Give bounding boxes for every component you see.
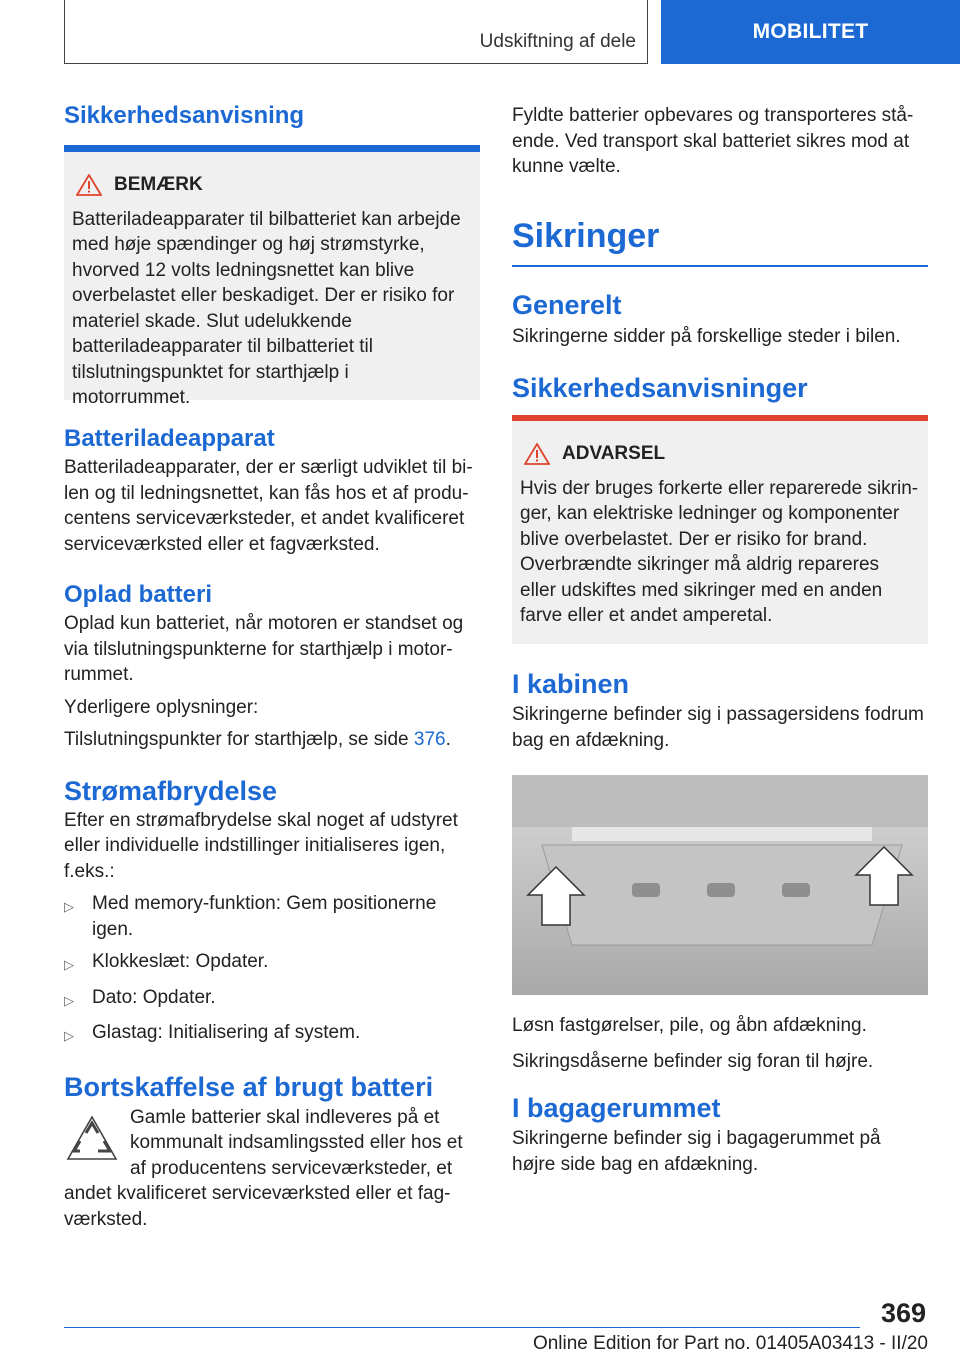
reference-line	[64, 727, 480, 753]
list-item	[64, 985, 480, 1014]
warning-box	[512, 421, 928, 644]
charger-text: Batteriladeapparater, der er særligt udviklet til bilen og til ledningsnettet, kan fås hos et af producentens serviceværksteder, et andet kvalificeret serviceværksted eller et fagværksted.	[64, 457, 473, 555]
charge-text: Oplad kun batteriet, når motoren er standset og via tilslutningspunkterne for starthjælp i motorrummet.	[64, 613, 464, 685]
heading-rule	[64, 145, 480, 152]
list-item	[64, 1020, 480, 1049]
footer-rule	[64, 1327, 860, 1328]
edition-footer: Online Edition for Part no. 01405A03413 - II/20	[532, 1333, 928, 1354]
storage-text: Fyldte batterier opbevares og transporteres stående. Ved transport skal batteriet sikres mod at kunne vælte.	[512, 105, 914, 177]
bullet-text: Dato: Opdater.	[92, 986, 216, 1008]
page-number: 369	[880, 1298, 926, 1328]
list-item	[64, 949, 480, 978]
note-title	[76, 172, 472, 198]
disposal-block	[64, 1105, 480, 1182]
charge-heading: Oplad batteri	[64, 581, 213, 608]
charger-heading: Batteriladeapparat	[64, 425, 275, 452]
warning-title	[524, 441, 920, 467]
disposal-text-bottom: andet kvalificeret serviceværksted eller et fagværksted.	[64, 1183, 451, 1230]
more-info-text: Yderligere oplysninger:	[64, 696, 259, 718]
bullet-triangle-icon: ▷	[64, 992, 74, 1008]
left-column	[64, 101, 480, 1232]
safety-heading: Sikkerhedsanvisning	[64, 102, 305, 129]
bullet-triangle-icon: ▷	[64, 1028, 74, 1043]
fuses-heading: Sikringer	[512, 216, 660, 255]
reference-text: Tilslutningspunkter for starthjælp, se side	[64, 729, 414, 750]
warning-triangle-icon	[524, 443, 550, 465]
recycling-icon	[64, 1113, 120, 1169]
trunk-text: Sikringerne befinder sig i bagagerummet på højre side bag en afdækning.	[512, 1128, 881, 1175]
bullet-text: Med memory-funktion: Gem positionerne igen.	[92, 893, 437, 940]
safety-heading: Sikkerhedsanvisninger	[512, 373, 808, 403]
right-column	[512, 103, 928, 1177]
bullet-triangle-icon: ▷	[64, 957, 74, 972]
note-label: BEMÆRK	[114, 174, 203, 195]
note-box	[64, 152, 480, 408]
cabin-text: Sikringerne befinder sig i passagersidens fodrum bag en afdækning.	[512, 704, 924, 751]
bullet-text: Klokkeslæt: Opdater.	[92, 951, 269, 972]
warning-label: ADVARSEL	[562, 443, 666, 464]
general-heading: Generelt	[512, 289, 622, 320]
note-text: Batteriladeapparater til bilbatteriet kan arbejde med høje spændinger og høj strømstyrke, hvorved 12 volts ledningsnettet kan blive overbelastet eller beskadiget. Der er risiko for materiel skade. Slut udelukkende batteriladeapparater til bilbatteriet til tilslutningspunktet for starthjælp i motorrummet.	[72, 208, 461, 408]
heading-rule	[512, 265, 928, 267]
trunk-heading: I bagagerummet	[512, 1093, 721, 1123]
outage-heading: Strømafbrydelse	[64, 775, 278, 806]
fuse-location-text: Sikringsdåserne befinder sig foran til højre.	[512, 1050, 874, 1072]
bullet-text: Glastag: Initialisering af system.	[92, 1022, 361, 1043]
section-title: Udskiftning af dele	[479, 31, 636, 52]
warning-text: Hvis der bruges forkerte eller reparerede sikringer, kan elektriske ledninger og komponenter blive overbelastet. Der er risiko for brand. Overbrændte sikringer må aldrig repareres eller udskiftes med sikringer med en anden farve eller et andet amperetal.	[520, 477, 919, 626]
fuse-cover-illustration	[512, 775, 928, 995]
general-text: Sikringerne sidder på forskellige steder i bilen.	[512, 325, 901, 347]
chapter-tab[interactable]: MOBILITET	[661, 0, 960, 64]
warning-triangle-icon	[76, 174, 102, 196]
page-link[interactable]: 376	[413, 729, 446, 750]
disposal-heading: Bortskaffelse af brugt batteri	[64, 1071, 434, 1102]
photo-caption: Løsn fastgørelser, pile, og åbn afdækning.	[512, 1015, 867, 1036]
disposal-text-top: Gamle batterier skal indleveres på et kommunalt indsamlingssted eller hos et af producentens serviceværksteder, et	[130, 1106, 463, 1179]
reference-end: .	[445, 729, 451, 750]
cabin-heading: I kabinen	[512, 669, 630, 699]
list-item	[64, 891, 480, 942]
outage-text: Efter en strømafbrydelse skal noget af udstyret eller individuelle indstillinger initialiseres igen, f.eks.:	[64, 809, 458, 882]
bullet-triangle-icon: ▷	[64, 899, 74, 914]
fuse-cover-photo	[512, 775, 928, 995]
